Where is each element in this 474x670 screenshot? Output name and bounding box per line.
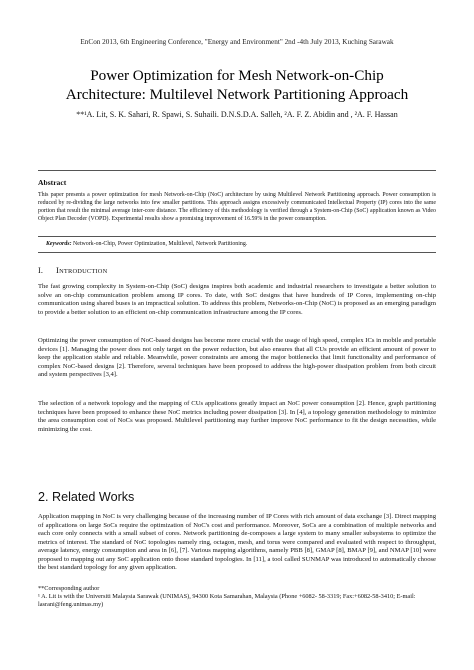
related-works-paragraph: Application mapping in NoC is very challenging because of the increasing number of IP Cores with rich amount of data exchange [3]. Direct mapping of applications on large SoCs require the optimization of NoC's cost and performance. Moreover, SoCs are a combination of multiple networks and each core only connects with a small subset of cores. Network partitioning de-composes a large system to many smaller subsystems to optimize the metrics of interest. The standard of NoC topologies namely ring, octagon, mesh, and torus were compared and evaluated with respect to throughput, average latency, energy consumption and area in [6], [7]. Various mapping algorithms, namely PBB [8], GMAP [8], BMAP [9], and NMAP [10] were proposed to mapping out any SoC application onto those standard topologies. In [11], a tool called SUNMAP was introduced to automatically choose the best standard topology for any given application. [38,513,436,571]
conference-header: EnCon 2013, 6th Engineering Conference, "Energy and Environment" 2nd -4th July 2013, Kuching Sarawak [80,38,394,46]
section-1-initial: I [56,265,60,275]
title-line-1: Power Optimization for Mesh Network-on-Chip [90,67,384,84]
intro-paragraph-2: Optimizing the power consumption of NoC-based designs has become more crucial with the usage of high speed, complex ICs in mobile and portable devices [1]. Managing the power does not only target on the power reduction, but also ensures that all CUs provide an efficient amount of power to keep the application stable and reliable. Meanwhile, power constraints are among the major bottlenecks that limit functionality and performance of complex NoC-based designs [2]. Therefore, several techniques have been proposed to address the high-power dissipation problem from both circuit and system perspectives [3,4]. [38,337,436,378]
intro-paragraph-3: The selection of a network topology and the mapping of CUs applications greatly impact an NoC power consumption [2]. Hence, graph partitioning techniques have been proposed to enhance these NoC metrics including power dissipation [3]. In [4], a topology generation methodology to minimize the area consumption cost of NoCs was proposed. Multilevel partitioning may further improve NoC performance to fit the design necessities, while minimizing the cost. [38,400,436,433]
abstract-text: This paper presents a power optimization for mesh Network-on-Chip (NoC) architecture by using Multilevel Network Partitioning approach. Power consumption is reduced by re-dividing the large networks into few smaller partitions. This approach assigns excessively communicated Intellectual Property (IP) cores into the same portion that result the minimal average inter-core distance. The efficiency of this methodology is verified through a System-on-Chip (SoC) application known as Video Object Plan Decoder (VOPD). Experimental results show a promising improvement of 16.59% in the power consumption. [38,192,436,223]
section-1-number: I. [38,266,44,275]
keywords-label: Keywords: [46,241,72,247]
footnote-affiliation: ¹ A. Lit is with the Universiti Malaysia Sarawak (UNIMAS), 94300 Kota Samarahan, Malaysia (Phone +6082- 58-3319; Fax:+6082-58-3410; E-mail: lasrani@feng.unimas.my) [38,593,416,609]
divider-keywords-top [38,236,436,237]
author-list: **¹A. Lit, S. K. Sahari, R. Spawi, S. Suhaili. D.N.S.D.A. Salleh, ²A. F. Z. Abidin and , ²A. F. Hassan [76,110,398,119]
section-1-heading [38,265,107,275]
paper-title [20,66,454,104]
intro-paragraph-1: The fast growing complexity in System-on-Chip (SoC) designs inspires both academic and industrial researchers to investigate a better solution to solve an on-chip communication problem among IP cores. To date, with SoC designs that have hundreds of IP Cores, implementing on-chip communication using shared buses is an impractical solution. To address this problem, Networks-on-Chip (NoC) is proposed as an emerging paradigm to provide a better solution to an efficient on-chip communication infrastructure among the IP cores. [38,283,436,316]
abstract-heading: Abstract [38,178,67,187]
title-line-2: Architecture: Multilevel Network Partitioning Approach [65,86,409,103]
section-1-title: NTRODUCTION [59,268,108,275]
divider-top [38,170,436,171]
footnote-corresponding: **Corresponding author [38,585,100,592]
section-2-heading: 2. Related Works [38,490,135,504]
keywords [46,240,436,248]
divider-keywords-bottom [38,252,436,253]
footnotes [38,585,436,609]
keywords-text: Network-on-Chip, Power Optimization, Multilevel, Network Partitioning. [71,241,248,247]
